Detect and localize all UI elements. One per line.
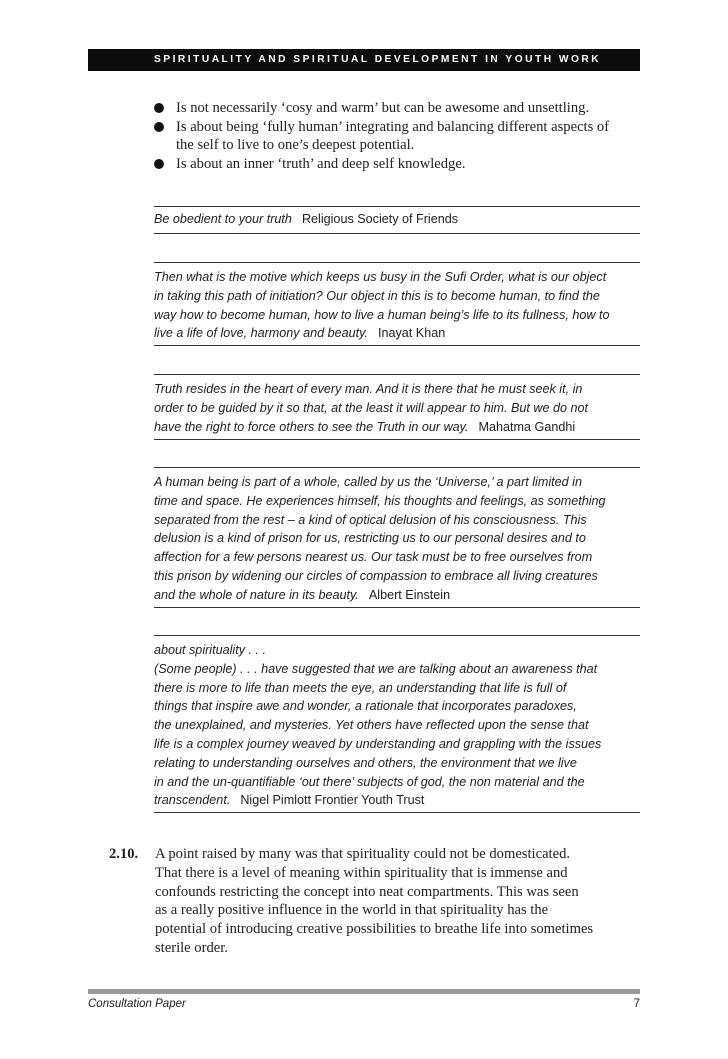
bullet-item: Is about an inner ‘truth’ and deep self knowledge. <box>154 155 640 174</box>
paragraph-number: 2.10. <box>109 846 139 862</box>
quote-line: things that inspire awe and wonder, a rationale that incorporates paradoxes, <box>154 699 577 714</box>
bullet-dot-icon <box>154 122 164 132</box>
quote-author: Nigel Pimlott Frontier Youth Trust <box>240 793 425 808</box>
quote-author: Albert Einstein <box>368 587 451 602</box>
quote-line: transcendent. <box>154 793 231 808</box>
quote-line: relating to understanding ourselves and others, the environment that we live <box>154 755 577 770</box>
quote-author: Mahatma Gandhi <box>478 419 576 434</box>
quote-author: Religious Society of Friends <box>301 212 459 226</box>
quote-line: way how to become human, how to live a human being’s life to its fullness, how to <box>154 307 610 322</box>
quote-box <box>154 262 640 346</box>
quote-line: delusion is a kind of prison for us, restricting us to our personal desires and to <box>154 531 586 546</box>
quote-line: in and the un-quantifiable ‘out there’ subjects of god, the non material and the <box>154 774 585 789</box>
quote-line: life is a complex journey weaved by understanding and grappling with the issues <box>154 736 602 751</box>
quote-line: (Some people) . . . have suggested that we are talking about an awareness that <box>154 661 598 676</box>
bullet-dot-icon <box>154 159 164 169</box>
quote-line: A human being is part of a whole, called by us the ‘Universe,’ a part limited in <box>154 475 582 489</box>
quote-line: Truth resides in the heart of every man. And it is there that he must seek it, in <box>154 382 583 396</box>
running-header-title: SPIRITUALITY AND SPIRITUAL DEVELOPMENT IN YOUTH WORK <box>154 54 602 65</box>
numbered-paragraph <box>109 845 629 958</box>
quote-line: and the whole of nature in its beauty. <box>154 587 359 602</box>
quote-text: Be obedient to your truth <box>154 212 292 226</box>
quote-line: the unexplained, and mysteries. Yet others have reflected upon the sense that <box>154 718 589 733</box>
quote-line: live a life of love, harmony and beauty. <box>154 326 368 341</box>
quote-line: this prison by widening our circles of compassion to embrace all living creatures <box>154 568 598 583</box>
footer-document-title: Consultation Paper <box>88 998 186 1010</box>
quote-box <box>154 206 640 234</box>
bullet-list <box>154 99 640 173</box>
quote-line: order to be guided by it so that, at the least it will appear to him. But we do not <box>154 400 589 415</box>
quote-box <box>154 635 640 813</box>
quote-line: separated from the rest – a kind of optical delusion of his consciousness. This <box>154 512 587 527</box>
quote-line: affection for a few persons nearest us. Our task must be to free ourselves from <box>154 550 593 565</box>
bullet-item: Is about being ‘fully human’ integrating and balancing different aspects of the self to live to one’s deepest potential. <box>154 118 640 155</box>
running-header <box>88 49 640 71</box>
quote-line: have the right to force others to see the Truth in our way. <box>154 419 469 434</box>
bullet-dot-icon <box>154 103 164 113</box>
bullet-item: Is not necessarily ‘cosy and warm’ but can be awesome and unsettling. <box>154 99 640 118</box>
quote-box <box>154 374 640 440</box>
quote-box <box>154 467 640 608</box>
quote-line: in taking this path of initiation? Our object in this is to become human, to find the <box>154 288 600 303</box>
quote-line: time and space. He experiences himself, his thoughts and feelings, as something <box>154 493 606 508</box>
quote-line: there is more to life than meets the eye, an understanding that life is full of <box>154 680 567 695</box>
quote-line: about spirituality . . . <box>154 643 266 657</box>
footer-divider <box>88 989 640 994</box>
paragraph-body: A point raised by many was that spirituality could not be domesticated. That there is a level of meaning within spirituality that is immense and confounds restricting the concept into neat compartments. This was seen as a really positive influence in the world in that spirituality has the potential of introducing creative possibilities to breathe life into sometimes sterile order. <box>155 846 594 956</box>
page-number: 7 <box>633 998 640 1010</box>
quote-author: Inayat Khan <box>377 326 446 341</box>
quote-line: Then what is the motive which keeps us busy in the Sufi Order, what is our object <box>154 270 607 284</box>
